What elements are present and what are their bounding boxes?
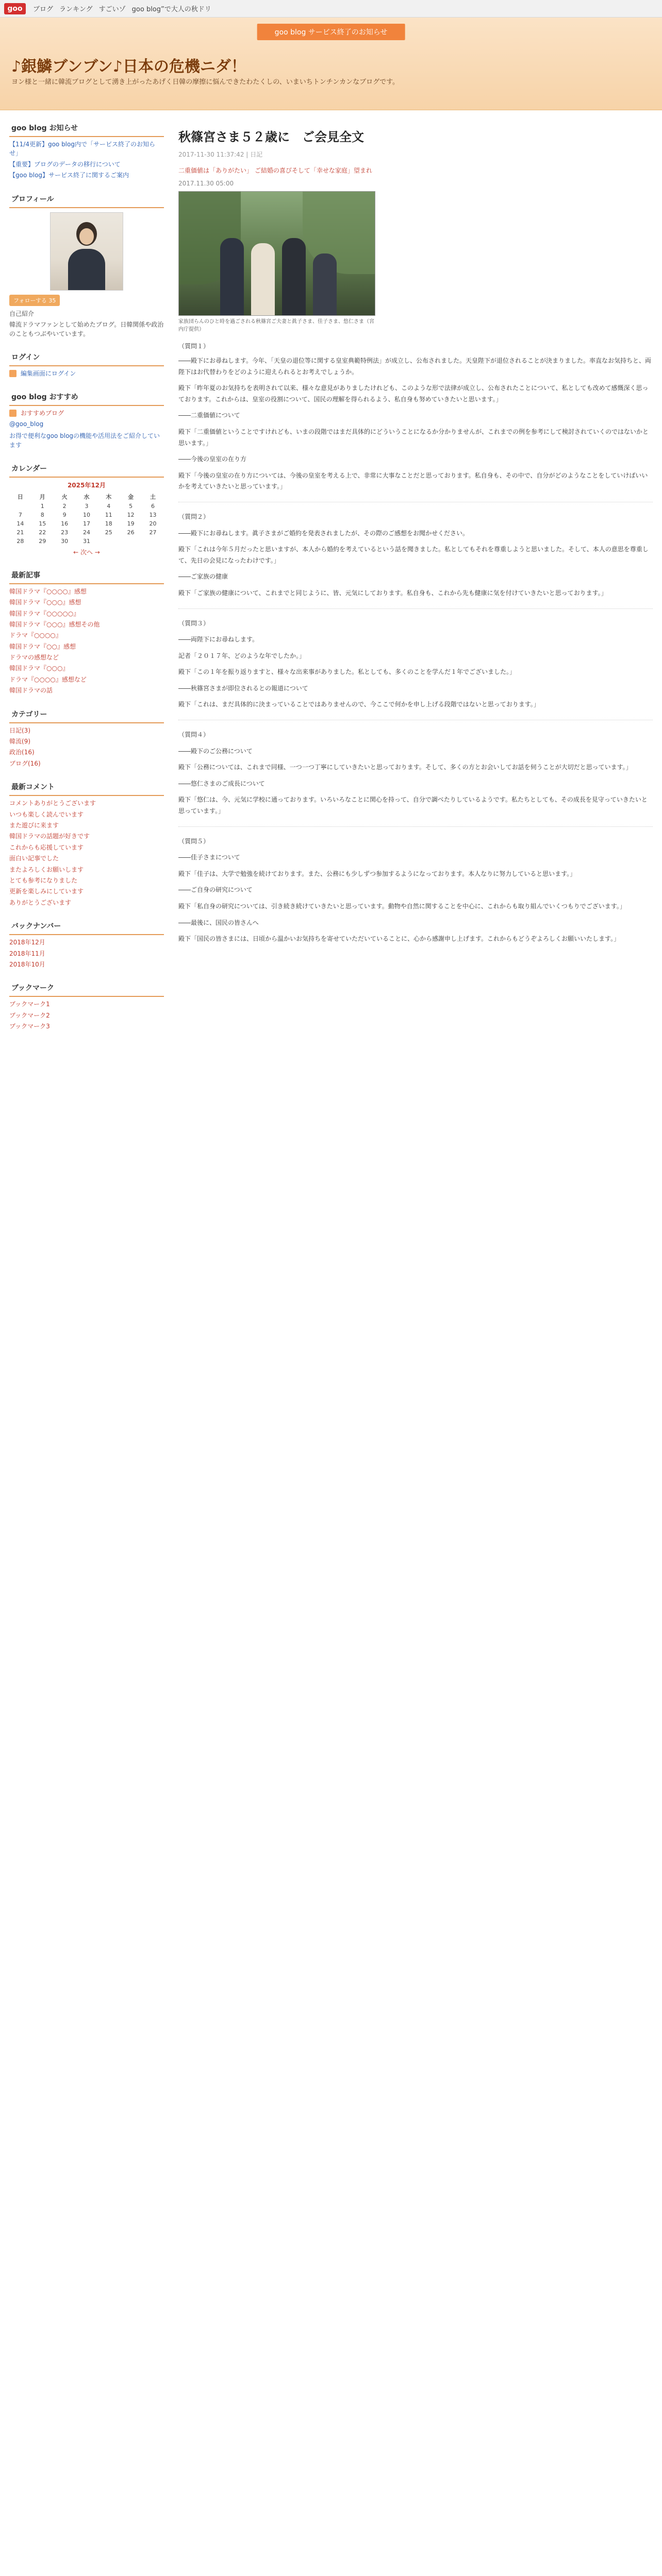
- recent-posts-title: 最新記事: [9, 567, 164, 584]
- post-subheadline: 二重価値は「ありがたい」 ご結婚の喜びそして「幸せな家庭」望まれ: [178, 167, 372, 174]
- notice-title: goo blog お知らせ: [9, 120, 164, 137]
- recent-posts-section: [9, 567, 164, 696]
- calendar-section: [9, 460, 164, 556]
- calendar-month: 2025年12月: [67, 481, 106, 489]
- service-end-notice[interactable]: goo blog サービス終了のお知らせ: [257, 24, 405, 40]
- recent-comment[interactable]: とても参考になりました: [9, 876, 78, 884]
- top-nav-promo[interactable]: goo blog”で大人の秋ドリ: [131, 6, 211, 13]
- cal-day: 6: [151, 502, 155, 510]
- post-paragraph: 殿下「二重価値ということですけれども、いまの段階ではまだ具体的にどういうことになるか分かりませんが、これまでの例を参考にして検討されていくのではないかと思います。」: [178, 428, 649, 447]
- sidebar: [9, 120, 164, 1041]
- backnumber-section: [9, 918, 164, 969]
- cal-day: 11: [105, 511, 112, 518]
- post-paragraph: ――佳子さまについて: [178, 854, 240, 861]
- cal-day: 27: [149, 529, 157, 536]
- recommend-icon: [9, 410, 16, 417]
- cal-head: 水: [84, 493, 90, 500]
- post-paragraph: ――殿下にお尋ねします。今年、「天皇の退位等に関する皇室典範特例法」が成立し、公布されました。天皇陛下が退位されることが決まりました。率直なお気持ちと、両陛下はお代替わりをどのように迎えられるとお考えでしょうか。: [178, 357, 652, 376]
- notice-section: [9, 120, 164, 180]
- calendar-title: カレンダー: [9, 460, 164, 478]
- calendar-nav[interactable]: ← 次へ →: [73, 548, 100, 556]
- post-paragraph: ――殿下のご公務について: [178, 747, 253, 755]
- main-content: [178, 120, 653, 1041]
- recent-post[interactable]: ドラマ『○○○○』感想など: [9, 675, 87, 683]
- post-paragraph: ――両陛下にお尋ねします。: [178, 636, 259, 643]
- backnumber-item[interactable]: 2018年11月: [9, 950, 45, 957]
- cal-day: 10: [82, 511, 90, 518]
- post-paragraph: 殿下「悠仁は、今、元気に学校に通っております。いろいろなことに関心を持って、自分で調べたりしているようです。私たちとしても、その成長を見守っていきたいと思っています。」: [178, 796, 648, 815]
- recent-comment[interactable]: 面白い記事でした: [9, 855, 59, 862]
- recent-post[interactable]: 韓国ドラマ『○○○』: [9, 665, 69, 672]
- recent-comment[interactable]: ありがとうございます: [9, 899, 72, 906]
- post-paragraph: 殿下「国民の皆さまには、日頃から温かいお気持ちを寄せていただいていることに、心から感謝申し上げます。これからもどうぞよろしくお願いいたします。」: [178, 935, 620, 943]
- post-paragraph: （質問２）: [178, 513, 210, 520]
- category-section: [9, 706, 164, 769]
- post-title[interactable]: 秋篠宮さま５２歳に ご会見全文: [178, 130, 364, 144]
- cal-head: 月: [39, 493, 45, 500]
- follow-label: フォローする: [13, 297, 47, 304]
- post-date: 2017-11-30 11:37:42 | 日記: [178, 151, 263, 158]
- login-link[interactable]: [9, 369, 164, 378]
- cal-day: 28: [16, 537, 24, 545]
- recommend-section: [9, 388, 164, 450]
- cal-day: 9: [62, 511, 67, 518]
- post-paragraph: 殿下「今後の皇室の在り方については、今後の皇室を考える上で、非常に大事なことだと思っております。私自身も、その中で、自分がどのようなことをしていけばいいかを考えていきたいと思っています。」: [178, 471, 648, 490]
- cal-day: [9, 502, 31, 511]
- follow-button[interactable]: [9, 295, 60, 306]
- cal-day: 16: [61, 520, 69, 527]
- post-paragraph: ――殿下にお尋ねします。眞子さまがご婚約を発表されましたが、その際のご感想をお聞かせください。: [178, 529, 469, 537]
- login-icon: [9, 370, 16, 377]
- bookmark-title: ブックマーク: [9, 979, 164, 997]
- post-paragraph: 記者「２０１７年、どのような年でしたか。」: [178, 652, 306, 659]
- profile-section: [9, 191, 164, 338]
- backnumber-item[interactable]: 2018年12月: [9, 939, 45, 946]
- recommend-text[interactable]: お得で便利なgoo blogの機能や活用法をご紹介しています: [9, 432, 160, 449]
- post-date-2: 2017.11.30 05:00: [178, 180, 234, 187]
- top-nav-blog[interactable]: ブログ: [33, 6, 54, 13]
- cal-day: 24: [82, 529, 90, 536]
- recommend-link-1[interactable]: [9, 409, 164, 418]
- profile-name: 自己紹介: [9, 310, 35, 317]
- backnumber-title: バックナンバー: [9, 918, 164, 935]
- notice-link-3[interactable]: 【goo blog】サービス終了に関するご案内: [9, 172, 129, 179]
- post-paragraph: ――ご自身の研究について: [178, 886, 253, 894]
- cal-head: 日: [17, 493, 23, 500]
- recent-comment[interactable]: 韓国ドラマの話題が好きです: [9, 833, 90, 840]
- cal-day: 23: [61, 529, 69, 536]
- page-body: [0, 110, 662, 1041]
- cal-day: 22: [39, 529, 46, 536]
- notice-link-2[interactable]: 【重要】ブログのデータの移行について: [9, 160, 121, 168]
- post-paragraph: （質問４）: [178, 731, 210, 739]
- cal-day: 4: [107, 502, 111, 510]
- recent-post[interactable]: 韓国ドラマの話: [9, 687, 53, 694]
- cal-head: 火: [61, 493, 68, 500]
- post-paragraph: ――今後の皇室の在り方: [178, 455, 247, 463]
- profile-avatar[interactable]: [50, 212, 123, 291]
- login-title: ログイン: [9, 349, 164, 366]
- backnumber-item[interactable]: 2018年10月: [9, 960, 45, 968]
- cal-head: 土: [150, 493, 156, 500]
- cal-day: [142, 537, 164, 546]
- blog-description: ヨン様と一緒に韓流ブログとして湧き上がったあげく日韓の摩擦に悩んできたわたくしの、いまいちトンチンカンなブログです。: [11, 78, 400, 86]
- cal-day: 21: [16, 529, 24, 536]
- recommend-title: goo blog おすすめ: [9, 388, 164, 406]
- category-title: カテゴリー: [9, 706, 164, 723]
- cal-day: 13: [149, 511, 157, 518]
- bookmark-item[interactable]: ブックマーク2: [9, 1011, 50, 1019]
- calendar-table: [9, 492, 164, 546]
- cal-day: 7: [18, 511, 22, 518]
- cal-day: [120, 537, 142, 546]
- recent-comment[interactable]: コメントありがとうございます: [9, 800, 96, 807]
- recent-post[interactable]: 韓国ドラマ『○○○』感想その他: [9, 620, 100, 628]
- post-photo: [178, 191, 375, 316]
- category-item[interactable]: 韓流(9): [9, 738, 30, 745]
- recent-post[interactable]: 韓国ドラマ『○○』感想: [9, 642, 76, 650]
- post-paragraph: ――二重価値について: [178, 412, 240, 419]
- top-bar: [0, 0, 662, 18]
- post-paragraph: ――最後に、国民の皆さんへ: [178, 919, 259, 926]
- cal-day: 2: [62, 502, 67, 510]
- recent-comments-section: [9, 778, 164, 907]
- post-paragraph: ――秋篠宮さまが即位されるとの報道について: [178, 684, 308, 692]
- notice-link-1[interactable]: 【11/4更新】goo blog内で「サービス終了のお知らせ」: [9, 141, 155, 157]
- bookmark-item[interactable]: ブックマーク1: [9, 1001, 50, 1008]
- recent-comment[interactable]: これからも応援しています: [9, 843, 84, 851]
- post-paragraph: （質問５）: [178, 837, 210, 845]
- cal-day: 5: [129, 502, 133, 510]
- cal-head: 木: [106, 493, 112, 500]
- recent-comment[interactable]: また遊びに来ます: [9, 821, 59, 829]
- question-label: （質問１）: [178, 343, 210, 350]
- post-paragraph: ――ご家族の健康: [178, 573, 228, 581]
- cal-day: 12: [127, 511, 135, 518]
- category-item[interactable]: 政治(16): [9, 749, 35, 756]
- recent-comment[interactable]: またよろしくお願いします: [9, 866, 84, 873]
- blog-header: [0, 18, 662, 110]
- recent-post[interactable]: 韓国ドラマ『○○○』感想: [9, 599, 81, 606]
- profile-title: プロフィール: [9, 191, 164, 208]
- recommend-link-2[interactable]: @goo_blog: [9, 420, 44, 428]
- recent-post[interactable]: 韓国ドラマ『○○○○○』: [9, 609, 80, 617]
- top-nav: [33, 4, 211, 13]
- post-paragraph: （質問３）: [178, 619, 210, 627]
- recent-post[interactable]: ドラマ『○○○○』: [9, 632, 62, 639]
- post-paragraph: 殿下「私自身の研究については、引き続き続けていきたいと思っています。動物や自然に関することを中心に、これからも取り組んでいくつもりでございます。」: [178, 903, 626, 910]
- login-link-label: 編集画面にログイン: [20, 369, 76, 377]
- profile-text: 韓流ドラマファンとして始めたブログ。日韓関係や政治のこともつぶやいています。: [9, 320, 164, 337]
- recent-post[interactable]: 韓国ドラマ『○○○○』感想: [9, 587, 87, 595]
- cal-day: 8: [40, 511, 44, 518]
- cal-day: 18: [105, 520, 112, 527]
- cal-day: 30: [61, 537, 69, 545]
- cal-day: 15: [39, 520, 46, 527]
- divider: [178, 826, 653, 827]
- recent-comment[interactable]: 更新を楽しみにしています: [9, 888, 84, 895]
- cal-day: 31: [82, 537, 90, 545]
- category-item[interactable]: ブログ(16): [9, 759, 41, 767]
- post-paragraph: 殿下「この１年を振り返りますと、様々な出来事がありました。私としても、多くのことを学んだ１年でございました。」: [178, 668, 516, 676]
- bookmark-section: [9, 979, 164, 1031]
- post-paragraph: 殿下「昨年夏のお気持ちを表明されて以来、様々な意見がありましたけれども、このような形で法律が成立し、公布されたことについて、私としても改めて感慨深く思っております。これからは、皇室の役割について、国民の理解を得られるよう、私自身も努めていきたいと思います。」: [178, 384, 649, 403]
- cal-day: [97, 537, 120, 546]
- follow-count: 35: [48, 297, 56, 304]
- post-paragraph: 殿下「公務については、これまで同様、一つ一つ丁寧にしていきたいと思っております。そして、多くの方とお会いしてお話を伺うことが大切だと思っています。」: [178, 764, 632, 771]
- bookmark-item[interactable]: ブックマーク3: [9, 1023, 50, 1030]
- top-nav-sugoi[interactable]: すごいゾ: [98, 6, 126, 13]
- post-paragraph: 殿下「これは今年５月だったと思いますが、本人から婚約を考えているという話を聞きました。私としてもそれを尊重しようと思いました。そして、本人の意思を尊重して、先日の会見になったわけです。」: [178, 546, 649, 564]
- cal-day: 20: [149, 520, 157, 527]
- recent-comments-title: 最新コメント: [9, 778, 164, 796]
- goo-logo[interactable]: goo: [4, 3, 26, 14]
- post-paragraph: 殿下「佳子は、大学で勉強を続けております。また、公務にも少しずつ参加するようになっております。本人なりに努力していると思います。」: [178, 870, 576, 877]
- cal-day: 14: [16, 520, 24, 527]
- post-paragraph: 殿下「ご家族の健康について、これまでと同じように、皆、元気にしております。私自身も、これから先も健康に気を付けていきたいと思っております。」: [178, 589, 607, 597]
- post-paragraph: 殿下「これは、まだ具体的に決まっていることではありませんので、今ここで何かを申し上げる段階ではないと思っております。」: [178, 701, 540, 708]
- category-item[interactable]: 日記(3): [9, 726, 30, 734]
- photo-caption: 家族団らんのひと時を過ごされる秋篠宮ご夫妻と眞子さま、佳子さま、悠仁さま（宮内庁提供）: [178, 319, 374, 332]
- recent-comment[interactable]: いつも楽しく読んでいます: [9, 810, 84, 818]
- cal-day: 1: [40, 502, 44, 510]
- post-paragraph: ――悠仁さまのご成長について: [178, 779, 265, 787]
- cal-day: 25: [105, 529, 112, 536]
- cal-head: 金: [128, 493, 134, 500]
- blog-title[interactable]: ♪銀鱗ブンブン♪日本の危機ニダ！: [11, 58, 246, 76]
- top-nav-ranking[interactable]: ランキング: [59, 6, 93, 13]
- login-section: [9, 349, 164, 378]
- cal-day: 19: [127, 520, 135, 527]
- recommend-link-1-label: おすすめブログ: [20, 409, 64, 417]
- divider: [178, 608, 653, 609]
- cal-day: 17: [82, 520, 90, 527]
- cal-day: 29: [39, 537, 46, 545]
- cal-day: 26: [127, 529, 135, 536]
- recent-post[interactable]: ドラマの感想など: [9, 654, 59, 662]
- cal-day: 3: [85, 502, 89, 510]
